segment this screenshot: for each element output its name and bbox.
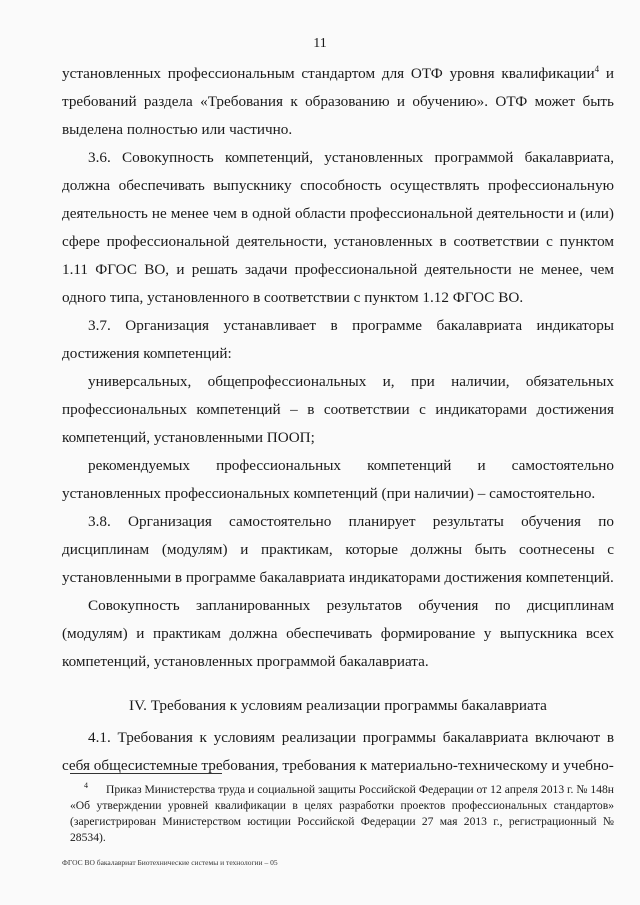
footnote-reference: 4	[594, 63, 600, 74]
footnote-divider	[70, 773, 222, 774]
footnote-mark: 4	[84, 781, 88, 790]
paragraph-continuation	[62, 60, 614, 144]
section-title: IV. Требования к условиям реализации программы бакалавриата	[129, 697, 547, 714]
paragraph-3-6: 3.6. Совокупность компетенций, установленных программой бакалавриата, должна обеспечивать выпускнику способность осуществлять профессиональную деятельность не менее чем в одной области профессиональной деятельности и (или) сфере профессиональной деятельности, установленных в соответствии с пунктом 1.11 ФГОС ВО, и решать задачи профессиональной деятельности не менее, чем одного типа, установленного в соответствии с пунктом 1.12 ФГОС ВО.	[62, 149, 614, 306]
document-body	[62, 60, 614, 780]
paragraph-planned-results: Совокупность запланированных результатов обучения по дисциплинам (модулям) и практикам должна обеспечивать формирование у выпускника всех компетенций, установленных программой бакалавриата.	[62, 597, 614, 670]
page-footer: ФГОС ВО бакалавриат Биотехнические системы и технологии – 05	[62, 858, 278, 867]
page-number: 11	[313, 36, 327, 51]
paragraph-4-1: 4.1. Требования к условиям реализации программы бакалавриата включают в себя общесистемные требования, требования к материально-техническому и учебно-	[62, 729, 614, 774]
paragraph-text: установленных профессиональным стандартом для ОТФ уровня квалификации	[62, 65, 595, 82]
paragraph-text-rest: и требований раздела «Требования к образованию и обучению». ОТФ может быть выделена полностью или частично.	[62, 65, 614, 138]
paragraph-3-8: 3.8. Организация самостоятельно планирует результаты обучения по дисциплинам (модулям) и практикам, которые должны быть соотнесены с установленными в программе бакалавриата индикаторами достижения компетенций.	[62, 513, 614, 586]
paragraph-3-7: 3.7. Организация устанавливает в программе бакалавриата индикаторы достижения компетенций:	[62, 317, 614, 362]
footnote	[70, 778, 614, 846]
paragraph-recommended-competencies: рекомендуемых профессиональных компетенций и самостоятельно установленных профессиональных компетенций (при наличии) – самостоятельно.	[62, 457, 614, 502]
footnote-text: Приказ Министерства труда и социальной защиты Российской Федерации от 12 апреля 2013 г. № 148н «Об утверждении уровней квалификации в целях разработки проектов профессиональных стандартов» (зарегистрирован Министерством юстиции Российской Федерации 27 мая 2013 г., регистрационный № 28534).	[70, 782, 614, 844]
paragraph-universal-competencies: универсальных, общепрофессиональных и, при наличии, обязательных профессиональных компетенций – в соответствии с индикаторами достижения компетенций, установленными ПООП;	[62, 373, 614, 446]
